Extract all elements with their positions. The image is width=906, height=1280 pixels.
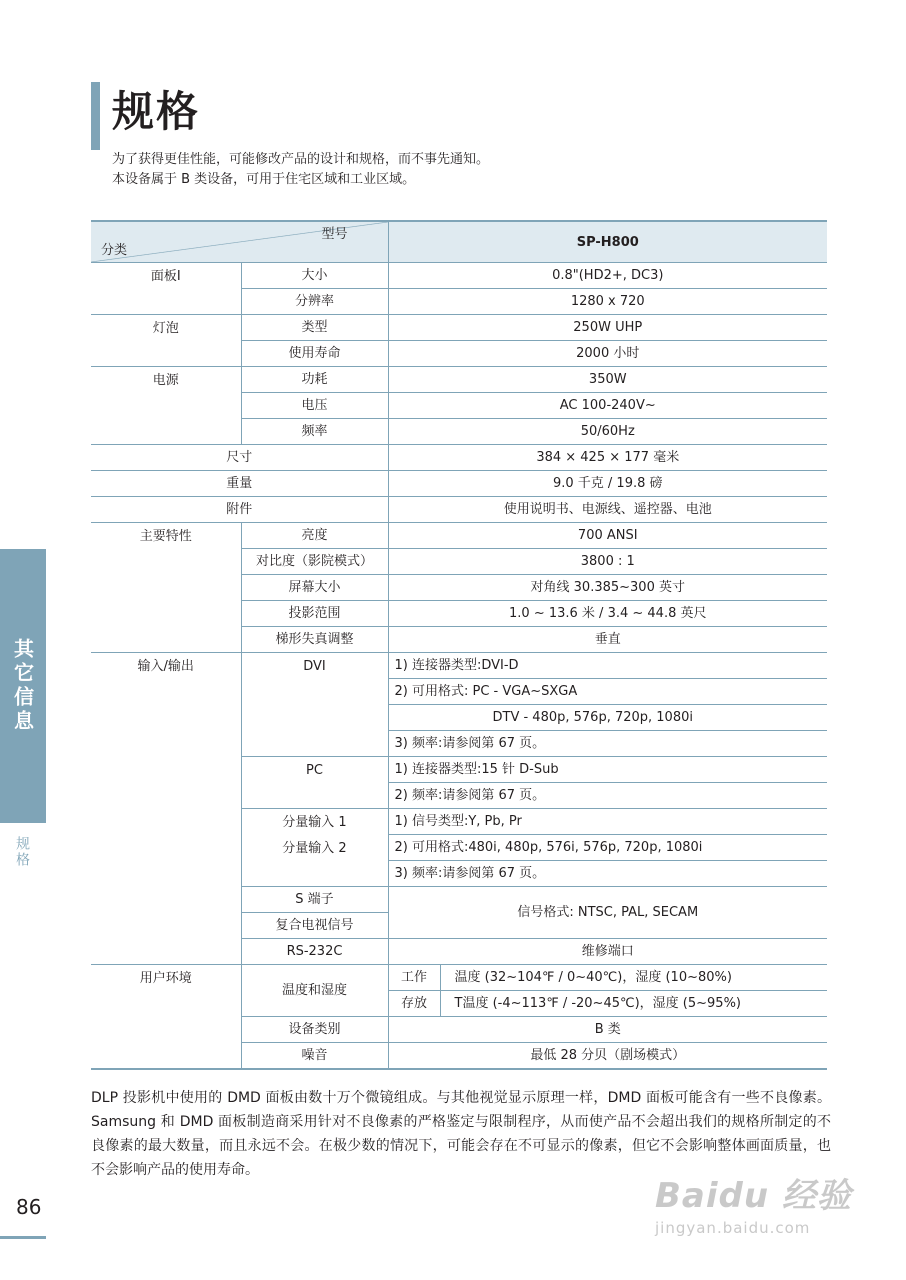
- value-cell: 3) 频率:请参阅第 67 页。: [388, 861, 827, 887]
- value-cell: T温度 (-4~113℉ / -20~45℃)，湿度 (5~95%): [440, 991, 827, 1017]
- value-cell: 2) 频率:请参阅第 67 页。: [388, 783, 827, 809]
- value-cell: 2) 可用格式: PC - VGA~SXGA: [388, 679, 827, 705]
- header-category-label: 分类: [101, 243, 128, 258]
- item-cell: RS-232C: [241, 939, 388, 965]
- item-cell: 功耗: [241, 367, 388, 393]
- table-row: [91, 523, 827, 549]
- category-cell: 输入/输出: [91, 653, 241, 965]
- value-cell: 2000 小时: [388, 341, 827, 367]
- value-cell: 2) 可用格式:480i, 480p, 576i, 576p, 720p, 1080i: [388, 835, 827, 861]
- value-cell: 温度 (32~104℉ / 0~40℃)，湿度 (10~80%): [440, 965, 827, 991]
- table-row: [91, 965, 827, 991]
- value-cell: 250W UHP: [388, 315, 827, 341]
- value-cell: 1) 连接器类型:15 针 D-Sub: [388, 757, 827, 783]
- value-cell: 维修端口: [388, 939, 827, 965]
- component-input-1-label: 分量输入 1: [282, 815, 347, 830]
- watermark-logo-text: Baidu 经验: [655, 1176, 852, 1216]
- table-row: [91, 445, 827, 471]
- value-cell: AC 100-240V~: [388, 393, 827, 419]
- table-row: [91, 315, 827, 341]
- section-side-tab-label: 其它信息: [10, 638, 35, 734]
- value-cell: 1) 信号类型:Y, Pb, Pr: [388, 809, 827, 835]
- item-cell: 复合电视信号: [241, 913, 388, 939]
- sub-item-cell: 工作: [388, 965, 440, 991]
- table-row: [91, 471, 827, 497]
- item-cell: [241, 809, 388, 887]
- item-cell: 附件: [91, 497, 388, 523]
- item-cell: 投影范围: [241, 601, 388, 627]
- model-name: SP-H800: [388, 221, 827, 263]
- category-cell: 电源: [91, 367, 241, 445]
- category-cell: 用户环境: [91, 965, 241, 1070]
- item-cell: DVI: [241, 653, 388, 757]
- sub-item-cell: 存放: [388, 991, 440, 1017]
- value-cell: DTV - 480p, 576p, 720p, 1080i: [388, 705, 827, 731]
- item-cell: 重量: [91, 471, 388, 497]
- value-cell: 0.8"(HD2+, DC3): [388, 263, 827, 289]
- item-cell: 设备类别: [241, 1017, 388, 1043]
- value-cell: 3) 频率:请参阅第 67 页。: [388, 731, 827, 757]
- item-cell: 使用寿命: [241, 341, 388, 367]
- item-cell: 噪音: [241, 1043, 388, 1070]
- item-cell: 亮度: [241, 523, 388, 549]
- item-cell: 电压: [241, 393, 388, 419]
- value-cell: 1) 连接器类型:DVI-D: [388, 653, 827, 679]
- dmd-note-paragraph: DLP 投影机中使用的 DMD 面板由数十万个微镜组成。与其他视觉显示原理一样，DMD 面板可能含有一些不良像素。Samsung 和 DMD 面板制造商采用针对不良像素的严格鉴定与限制程序，从而使产品不会超出我们的规格所制定的不良像素的最大数量，而且永远不会。在极少数的情况下，可能会存在不可显示的像素，但它不会影响整体画面质量，也不会影响产品的使用寿命。: [91, 1090, 831, 1178]
- value-cell: 700 ANSI: [388, 523, 827, 549]
- item-cell: PC: [241, 757, 388, 809]
- spec-table: [91, 220, 827, 1070]
- item-cell: 对比度（影院模式）: [241, 549, 388, 575]
- category-cell: 主要特性: [91, 523, 241, 653]
- value-cell: 50/60Hz: [388, 419, 827, 445]
- category-cell: 灯泡: [91, 315, 241, 367]
- table-row: [91, 367, 827, 393]
- page-number-rule: [0, 1236, 46, 1239]
- title-accent-bar: [91, 82, 100, 150]
- item-cell: 大小: [241, 263, 388, 289]
- item-cell: 类型: [241, 315, 388, 341]
- page-number: 86: [16, 1195, 42, 1219]
- item-cell: 温度和湿度: [241, 965, 388, 1017]
- value-cell: 9.0 千克 / 19.8 磅: [388, 471, 827, 497]
- header-model-label: 型号: [321, 227, 348, 242]
- watermark: [655, 1168, 852, 1237]
- value-cell: 对角线 30.385~300 英寸: [388, 575, 827, 601]
- item-cell: 分辨率: [241, 289, 388, 315]
- category-cell: 面板I: [91, 263, 241, 315]
- value-cell: 使用说明书、电源线、遥控器、电池: [388, 497, 827, 523]
- intro-line: 本设备属于 B 类设备，可用于住宅区域和工业区域。: [112, 172, 416, 187]
- item-cell: 梯形失真调整: [241, 627, 388, 653]
- item-cell: 尺寸: [91, 445, 388, 471]
- table-row: [91, 653, 827, 679]
- item-cell: 频率: [241, 419, 388, 445]
- component-input-2-label: 分量输入 2: [282, 841, 347, 856]
- value-cell: 384 × 425 × 177 毫米: [388, 445, 827, 471]
- value-cell: 350W: [388, 367, 827, 393]
- item-cell: S 端子: [241, 887, 388, 913]
- section-side-tab: [0, 549, 46, 823]
- intro-line: 为了获得更佳性能，可能修改产品的设计和规格，而不事先通知。: [112, 152, 490, 167]
- section-side-subtitle: 规格: [14, 836, 30, 868]
- value-cell: 信号格式: NTSC, PAL, SECAM: [388, 887, 827, 939]
- page-title: 规格: [112, 87, 201, 136]
- intro-text: [112, 150, 489, 190]
- header-diagonal-cell: [91, 221, 388, 263]
- value-cell: 3800 : 1: [388, 549, 827, 575]
- value-cell: 1.0 ~ 13.6 米 / 3.4 ~ 44.8 英尺: [388, 601, 827, 627]
- value-cell: B 类: [388, 1017, 827, 1043]
- watermark-url: jingyan.baidu.com: [655, 1219, 811, 1237]
- value-cell: 最低 28 分贝（剧场模式）: [388, 1043, 827, 1070]
- item-cell: 屏幕大小: [241, 575, 388, 601]
- table-row: [91, 497, 827, 523]
- value-cell: 垂直: [388, 627, 827, 653]
- value-cell: 1280 x 720: [388, 289, 827, 315]
- table-header-row: [91, 221, 827, 263]
- table-row: [91, 263, 827, 289]
